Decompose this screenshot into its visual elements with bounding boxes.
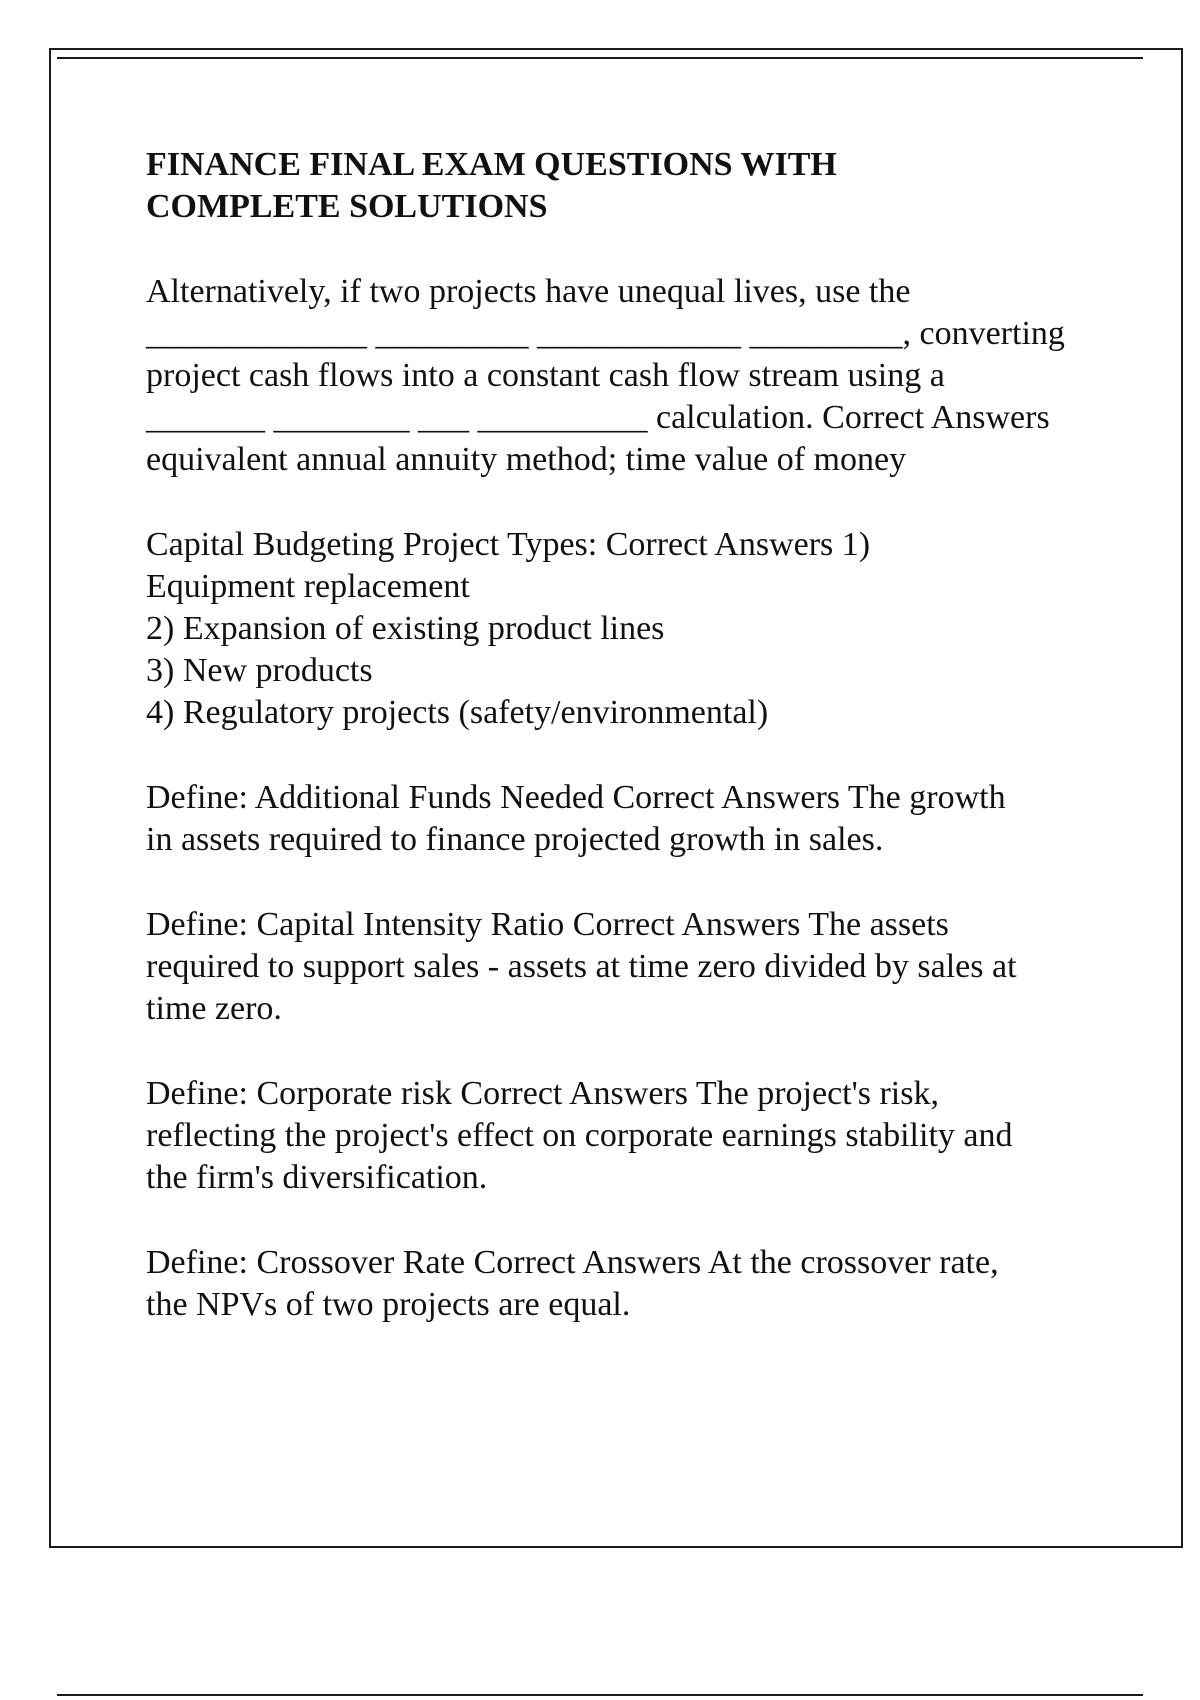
entry-line: time zero. <box>146 990 282 1027</box>
entry-line: Define: Crossover Rate Correct Answers At the crossover rate, <box>146 1244 999 1281</box>
entry-line: the NPVs of two projects are equal. <box>146 1286 631 1323</box>
qa-entry-additional-funds <box>146 777 1086 861</box>
top-rule <box>57 57 1143 59</box>
entry-line: equivalent annual annuity method; time value of money <box>146 441 907 478</box>
entry-line: 4) Regulatory projects (safety/environmental) <box>146 694 769 731</box>
entry-line: the firm's diversification. <box>146 1159 488 1196</box>
entry-line: in assets required to finance projected growth in sales. <box>146 821 884 858</box>
entry-line: 2) Expansion of existing product lines <box>146 610 665 647</box>
document-body <box>146 144 1086 1369</box>
entry-line: reflecting the project's effect on corporate earnings stability and <box>146 1117 1013 1154</box>
entry-line: Define: Capital Intensity Ratio Correct Answers The assets <box>146 906 949 943</box>
qa-entry-corporate-risk <box>146 1073 1086 1199</box>
entry-line: Define: Corporate risk Correct Answers The project's risk, <box>146 1075 939 1112</box>
entry-line: Alternatively, if two projects have unequal lives, use the <box>146 273 911 310</box>
entry-line: Capital Budgeting Project Types: Correct Answers 1) <box>146 526 871 563</box>
entry-line: _______ ________ ___ __________ calculation. Correct Answers <box>146 399 1050 436</box>
qa-entry-unequal-lives <box>146 271 1086 481</box>
entry-line: required to support sales - assets at time zero divided by sales at <box>146 948 1017 985</box>
entry-line: Define: Additional Funds Needed Correct Answers The growth <box>146 779 1006 816</box>
entry-line: Equipment replacement <box>146 568 470 605</box>
qa-entry-capital-intensity <box>146 904 1086 1030</box>
entry-line: project cash flows into a constant cash flow stream using a <box>146 357 945 394</box>
title-line: COMPLETE SOLUTIONS <box>146 188 548 225</box>
bottom-rule <box>57 1694 1143 1696</box>
title-line: FINANCE FINAL EXAM QUESTIONS WITH <box>146 146 837 183</box>
qa-entry-project-types <box>146 524 1086 734</box>
entry-line: _____________ _________ ____________ _________, converting <box>146 315 1065 352</box>
entry-line: 3) New products <box>146 652 373 689</box>
document-title <box>146 144 1086 228</box>
qa-entry-crossover-rate <box>146 1242 1086 1326</box>
